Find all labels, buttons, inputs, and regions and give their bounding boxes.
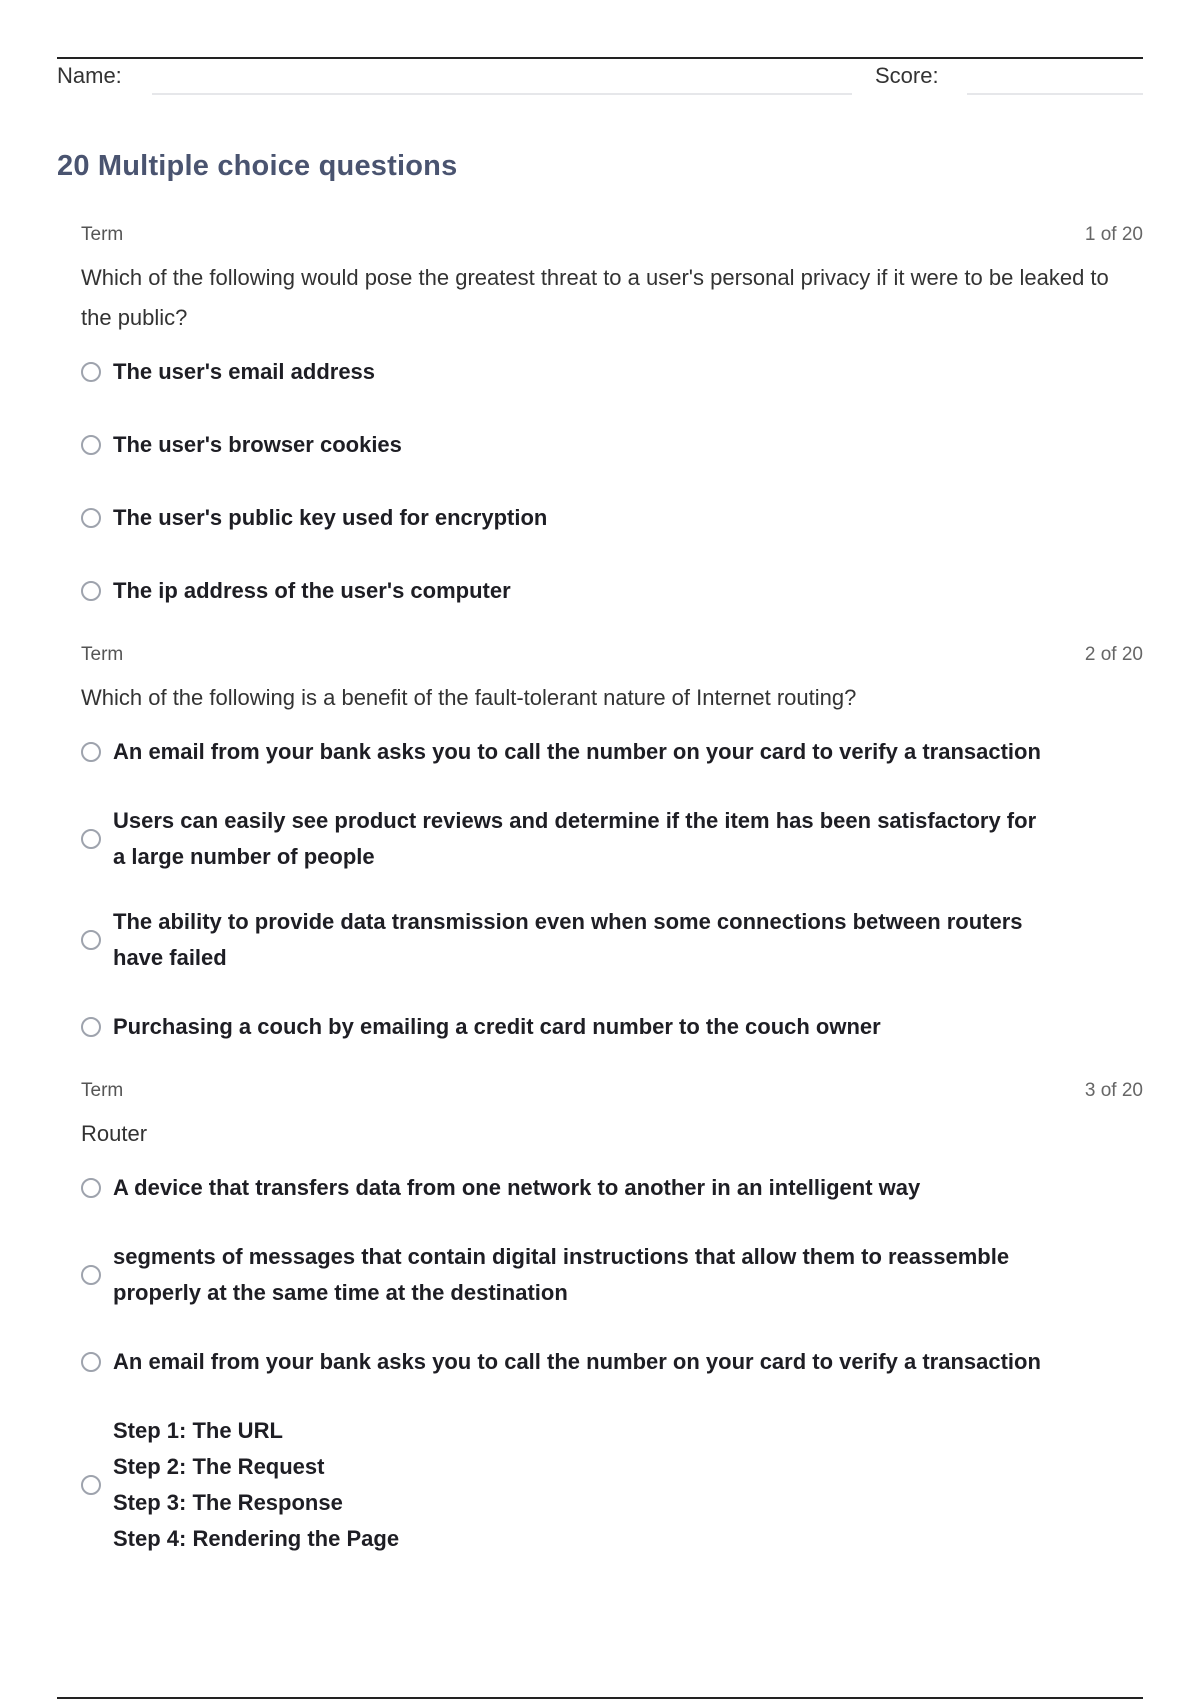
radio-button[interactable] [81, 435, 101, 455]
answer-option[interactable] [81, 350, 1143, 394]
term-label: Term [81, 1080, 124, 1101]
radio-button[interactable] [81, 1017, 101, 1037]
answer-option[interactable] [81, 1340, 1143, 1384]
answer-option[interactable] [81, 1166, 1143, 1210]
question-header [81, 642, 1143, 670]
term-label: Term [81, 644, 124, 665]
name-label: Name: [57, 63, 122, 88]
option-text [113, 1344, 1041, 1380]
question-text: Router [81, 1121, 148, 1146]
question-block [81, 222, 1143, 613]
radio-button[interactable] [81, 581, 101, 601]
question-header [81, 1078, 1143, 1106]
radio-button[interactable] [81, 930, 101, 950]
option-text-line: The ip address of the user's computer [113, 578, 511, 603]
option-text [113, 1413, 399, 1557]
option-text-line: Step 1: The URL [113, 1418, 283, 1443]
answer-option[interactable] [81, 904, 1143, 976]
option-text-line: The user's browser cookies [113, 432, 402, 457]
answer-option[interactable] [81, 730, 1143, 774]
option-text-line: The user's email address [113, 359, 376, 384]
option-text [113, 1009, 881, 1045]
option-text-line: properly at the same time at the destination [113, 1280, 568, 1305]
question-text: Which of the following is a benefit of the fault-tolerant nature of Internet routing? [81, 685, 857, 710]
option-text-line: have failed [113, 945, 227, 970]
answer-options [81, 350, 1143, 613]
question-list [81, 222, 1143, 1586]
option-text-line: The ability to provide data transmission even when some connections between routers [113, 909, 1023, 934]
question-counter: 2 of 20 [1084, 644, 1143, 665]
header-row [57, 57, 1143, 97]
radio-button[interactable] [81, 508, 101, 528]
option-text-line: Step 4: Rendering the Page [113, 1526, 400, 1551]
option-text [113, 904, 1023, 976]
option-text-line: Step 3: The Response [113, 1490, 343, 1515]
option-text-line: An email from your bank asks you to call the number on your card to verify a transaction [113, 739, 1041, 764]
option-text [113, 354, 375, 390]
option-text-line: Purchasing a couch by emailing a credit card number to the couch owner [113, 1014, 881, 1039]
option-text-line: The user's public key used for encryption [113, 505, 548, 530]
option-text [113, 1170, 920, 1206]
radio-button[interactable] [81, 742, 101, 762]
option-text-line: An email from your bank asks you to call the number on your card to verify a transaction [113, 1349, 1041, 1374]
option-text [113, 500, 547, 536]
option-text-line: segments of messages that contain digital instructions that allow them to reassemble [113, 1244, 1010, 1269]
radio-button[interactable] [81, 1265, 101, 1285]
answer-option[interactable] [81, 1413, 1143, 1557]
radio-button[interactable] [81, 1475, 101, 1495]
answer-option[interactable] [81, 803, 1143, 875]
name-field[interactable] [152, 93, 852, 95]
question-text: Which of the following would pose the greatest threat to a user's personal privacy if it were to be leaked to the public? [81, 265, 1109, 330]
option-text [113, 573, 511, 609]
option-text-line: Users can easily see product reviews and determine if the item has been satisfactory for [113, 808, 1037, 833]
radio-button[interactable] [81, 1352, 101, 1372]
option-text [113, 803, 1036, 875]
score-field[interactable] [967, 93, 1143, 95]
option-text [113, 734, 1041, 770]
option-text [113, 1239, 1009, 1311]
answer-option[interactable] [81, 569, 1143, 613]
bottom-rule [57, 1697, 1143, 1699]
option-text [113, 427, 402, 463]
answer-option[interactable] [81, 423, 1143, 467]
radio-button[interactable] [81, 362, 101, 382]
quiz-page [57, 0, 1143, 1700]
answer-option[interactable] [81, 496, 1143, 540]
radio-button[interactable] [81, 829, 101, 849]
term-label: Term [81, 224, 124, 245]
answer-options [81, 730, 1143, 1049]
question-counter: 1 of 20 [1084, 224, 1143, 245]
question-block [81, 642, 1143, 1049]
score-label: Score: [875, 63, 939, 88]
question-header [81, 222, 1143, 250]
section-title: 20 Multiple choice questions [57, 150, 458, 182]
option-text-line: Step 2: The Request [113, 1454, 325, 1479]
question-counter: 3 of 20 [1084, 1080, 1143, 1101]
option-text-line: A device that transfers data from one network to another in an intelligent way [113, 1175, 921, 1200]
answer-options [81, 1166, 1143, 1557]
option-text-line: a large number of people [113, 844, 375, 869]
answer-option[interactable] [81, 1005, 1143, 1049]
answer-option[interactable] [81, 1239, 1143, 1311]
radio-button[interactable] [81, 1178, 101, 1198]
question-block [81, 1078, 1143, 1557]
